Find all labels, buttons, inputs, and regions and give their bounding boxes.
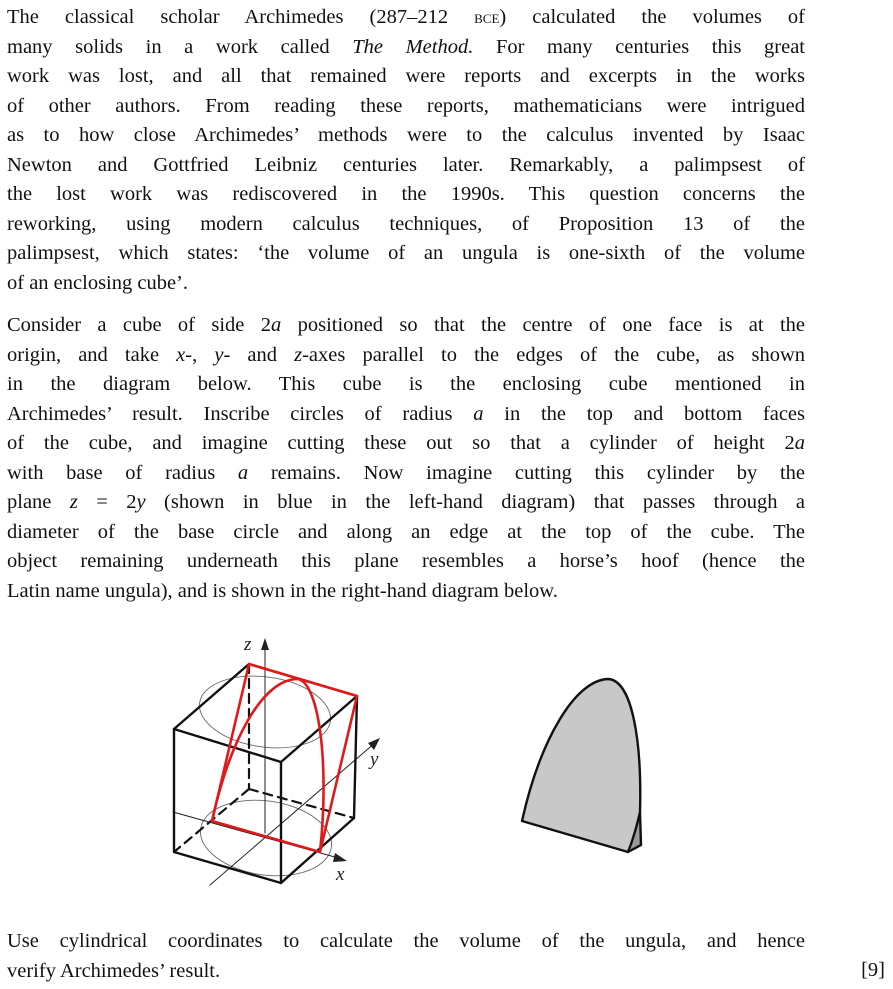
text-segment: (shown in blue in the left-hand diagram) that passes through a <box>145 491 805 513</box>
small-caps-text: bce <box>474 7 500 28</box>
z-axis-label: z <box>244 634 252 655</box>
text-segment: of the cube, and imagine cutting these out so that a cylinder of height 2 <box>7 432 795 454</box>
text-segment: For many centuries this great <box>473 35 806 58</box>
x-axis-arrow-icon <box>333 853 347 862</box>
text-segment: origin, and take <box>7 343 177 366</box>
text-segment: = 2 <box>77 491 137 513</box>
ungula-face <box>522 679 640 852</box>
text-segment: Newton and Gottfried Leibniz centuries later. Remarkably, a palimpsest of <box>7 153 805 176</box>
text-segment: plane <box>7 491 70 513</box>
text-segment: work was lost, and all that remained were reports and excerpts in the works <box>7 65 805 87</box>
italic-text: a <box>237 461 249 484</box>
text-segment: Use cylindrical coordinates to calculate the volume of the ungula, and hence <box>7 930 805 952</box>
text-segment: Latin name ungula), and is shown in the right-hand diagram below. <box>7 579 558 602</box>
text-segment: of other authors. From reading these reports, mathematicians were intrigued <box>7 94 805 117</box>
text-segment: object remaining underneath this plane resembles a horse’s hoof (hence the <box>7 550 805 572</box>
italic-text: z <box>294 343 303 366</box>
italic-text: a <box>794 432 805 454</box>
text-segment: of an enclosing cube’. <box>7 271 189 294</box>
italic-text: a <box>270 314 282 336</box>
axes <box>173 644 376 885</box>
text-segment: reworking, using modern calculus techniques, of Proposition 13 of the <box>7 212 805 235</box>
text-segment: remains. Now imagine cutting this cylinder by the <box>248 461 805 484</box>
italic-text: y <box>214 343 224 366</box>
italic-text: x <box>176 343 186 366</box>
text-segment: with base of radius <box>7 461 238 484</box>
text-segment: Archimedes’ result. Inscribe circles of radius <box>7 402 474 425</box>
marks-label: [9] <box>861 959 885 981</box>
text-segment: -axes parallel to the edges of the cube, as shown <box>302 343 805 366</box>
text-segment: palimpsest, which states: ‘the volume of an ungula is one-sixth of the volume <box>7 242 805 264</box>
italic-text: a <box>473 402 484 425</box>
ungula-diagram <box>522 679 641 852</box>
cube-diagram <box>173 634 380 885</box>
text-segment: positioned so that the centre of one face is at the <box>281 314 806 336</box>
y-axis-label: y <box>370 749 379 770</box>
text-segment: in the diagram below. This cube is the enclosing cube mentioned in <box>7 373 805 395</box>
text-segment: ) calculated the volumes of <box>499 6 806 28</box>
text-segment: verify Archimedes’ result. <box>7 959 221 982</box>
italic-text: The Method. <box>352 35 474 58</box>
text-segment: The classical scholar Archimedes (287–212 <box>7 6 475 28</box>
text-segment: -, <box>185 343 215 366</box>
text-segment: Consider a cube of side 2 <box>7 314 271 336</box>
text-segment: in the top and bottom faces <box>483 402 805 425</box>
italic-text: z <box>69 491 78 513</box>
z-axis-arrow-icon <box>261 638 269 650</box>
text-segment: diameter of the base circle and along an edge at the top of the cube. The <box>7 520 805 543</box>
text-segment: many solids in a work called <box>7 35 353 58</box>
x-axis-label: x <box>336 864 345 885</box>
text-segment: as to how close Archimedes’ methods were to the calculus invented by Isaac <box>7 124 805 146</box>
text-segment: - and <box>223 343 295 366</box>
text-segment: the lost work was rediscovered in the 1990s. This question concerns the <box>7 183 805 205</box>
italic-text: y <box>136 491 146 513</box>
